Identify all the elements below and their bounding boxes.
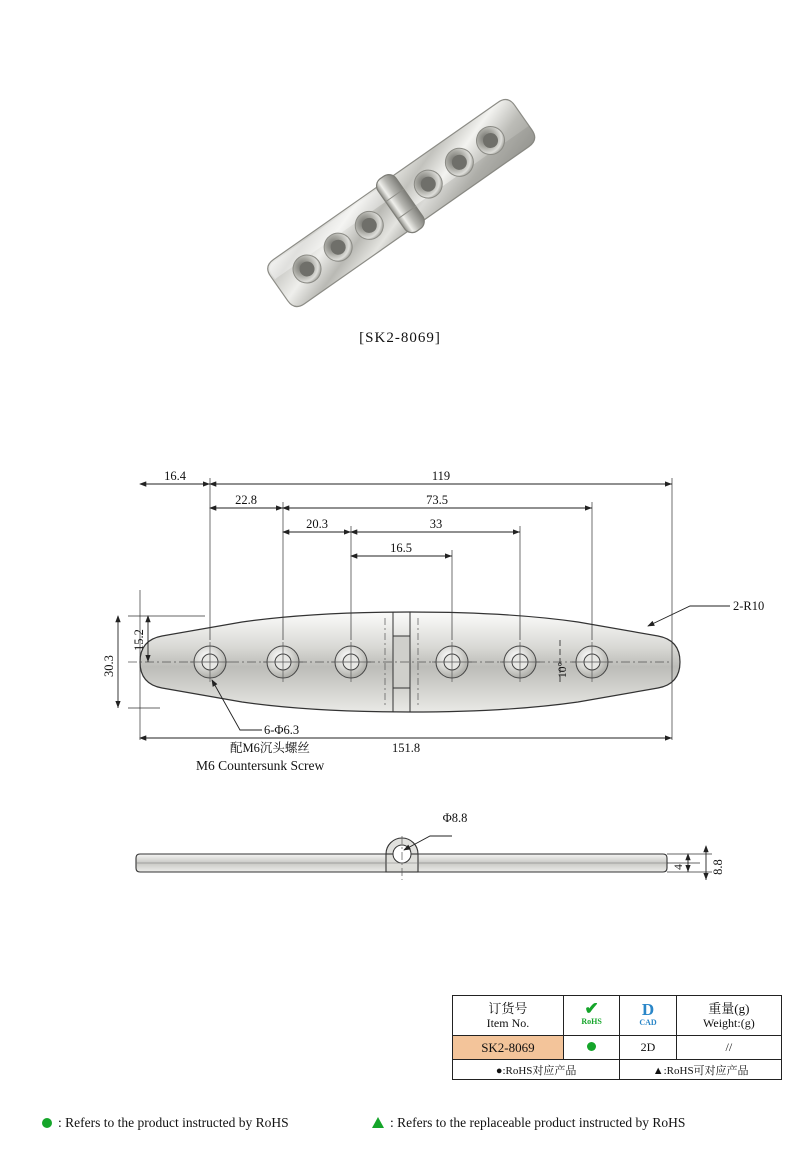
legend-rohs-product <box>42 1114 289 1131</box>
dim-2-r10: 2-R10 <box>733 599 765 613</box>
dim-33: 33 <box>429 517 443 531</box>
dim-angle-10: 10° <box>557 661 569 678</box>
hole-note-en: M6 Countersunk Screw <box>196 758 325 773</box>
hole-note-cn: 配M6沉头螺丝 <box>230 741 310 755</box>
table-note-row <box>453 1060 782 1080</box>
cell-rohs <box>563 1036 619 1060</box>
hinge-photo <box>150 10 650 410</box>
dim-20-3: 20.3 <box>306 517 328 531</box>
dim-119: 119 <box>431 469 451 483</box>
rohs-label: RoHS <box>581 1016 602 1026</box>
green-dot-icon <box>42 1118 52 1128</box>
header-weight-en: Weight:(g) <box>703 1015 755 1030</box>
dim-side-height: 8.8 <box>711 859 725 875</box>
header-cad <box>620 996 676 1036</box>
legend-tri-text: : Refers to the replaceable product instructed by RoHS <box>390 1114 686 1130</box>
drawing-svg <box>0 440 800 960</box>
spec-table <box>452 995 782 1080</box>
rohs-icon <box>575 998 609 1031</box>
header-rohs <box>563 996 619 1036</box>
legend-dot-text: : Refers to the product instructed by RoHS <box>58 1114 289 1130</box>
cad-label: CAD <box>639 1017 657 1027</box>
dim-15-2: 15.2 <box>132 629 146 651</box>
header-weight <box>676 996 781 1036</box>
dim-pin-dia: Φ8.8 <box>442 811 468 825</box>
side-view-shape <box>136 836 667 880</box>
dim-22-8: 22.8 <box>235 493 257 507</box>
spec-table-wrap <box>452 995 782 1080</box>
hole-note-dia: 6-Φ6.3 <box>264 723 300 737</box>
cad-icon <box>631 1001 665 1031</box>
rohs-check-icon: ✔ <box>584 998 599 1018</box>
note-dot-cn: ●:RoHS对应产品 <box>453 1060 620 1080</box>
photo-stage <box>150 10 650 410</box>
header-item-no <box>453 996 564 1036</box>
cad-glyph-icon: D <box>641 999 655 1019</box>
rohs-dot-icon <box>587 1042 596 1051</box>
photo-caption: [SK2-8069] <box>359 330 441 346</box>
dim-30-3: 30.3 <box>102 655 116 677</box>
cell-weight: // <box>676 1036 781 1060</box>
footer-legend <box>0 1110 800 1140</box>
cell-item-no: SK2-8069 <box>453 1036 564 1060</box>
table-row <box>453 1036 782 1060</box>
cell-cad: 2D <box>620 1036 676 1060</box>
dim-73-5: 73.5 <box>426 493 448 507</box>
product-photo-area <box>0 0 800 430</box>
legend-rohs-replaceable <box>372 1114 685 1131</box>
header-weight-cn: 重量(g) <box>708 1000 750 1016</box>
header-item-no-cn: 订货号 <box>488 1000 528 1016</box>
dim-151-8: 151.8 <box>391 741 421 755</box>
note-tri-cn: ▲:RoHS可对应产品 <box>620 1060 782 1080</box>
dim-thickness: 4 <box>673 864 685 870</box>
header-item-no-en: Item No. <box>486 1015 530 1030</box>
top-view-shape <box>128 612 680 712</box>
spec-table-header-row <box>453 996 782 1036</box>
dim-16-5: 16.5 <box>390 541 412 555</box>
dim-16-4: 16.4 <box>164 469 186 483</box>
technical-drawing <box>0 440 800 960</box>
green-triangle-icon <box>372 1117 384 1128</box>
